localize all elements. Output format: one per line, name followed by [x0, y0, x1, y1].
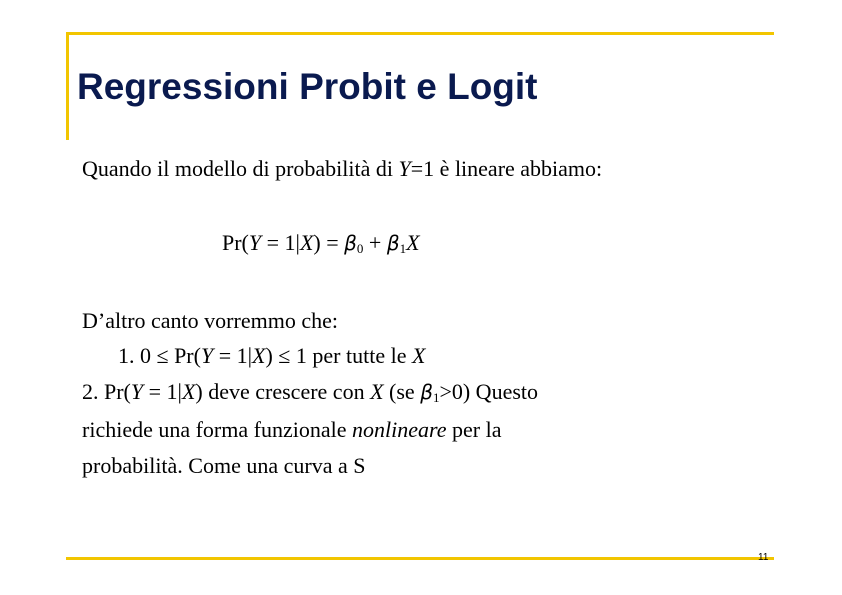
linear-model-equation: $Pr(Y = 1|X) = \beta_0 + \beta_1X$ [222, 230, 420, 256]
frame-bottom-rule [66, 557, 774, 560]
slide-title: Regressioni Probit e Logit [77, 66, 538, 107]
nonlinear-statement: richiede una forma funzionale nonlineare per la [82, 417, 502, 442]
frame-left-rule [66, 32, 69, 140]
requirement-item-2: 2. Pr(Y = 1|X) deve crescere con X (se $\beta_1>0$) Questo [82, 379, 539, 405]
requirement-item-1: 1. 0 ≤ Pr(Y = 1|X) ≤ 1 per tutte le X [118, 343, 426, 368]
page-number: 11 [758, 552, 769, 563]
intro-line: Quando il modello di probabilità di Y=1 è lineare abbiamo: [82, 156, 603, 181]
s-curve-statement: probabilità. Come una curva a S [82, 453, 366, 478]
requirements-intro: D’altro canto vorremmo che: [82, 308, 338, 333]
frame-top-rule [66, 32, 774, 35]
